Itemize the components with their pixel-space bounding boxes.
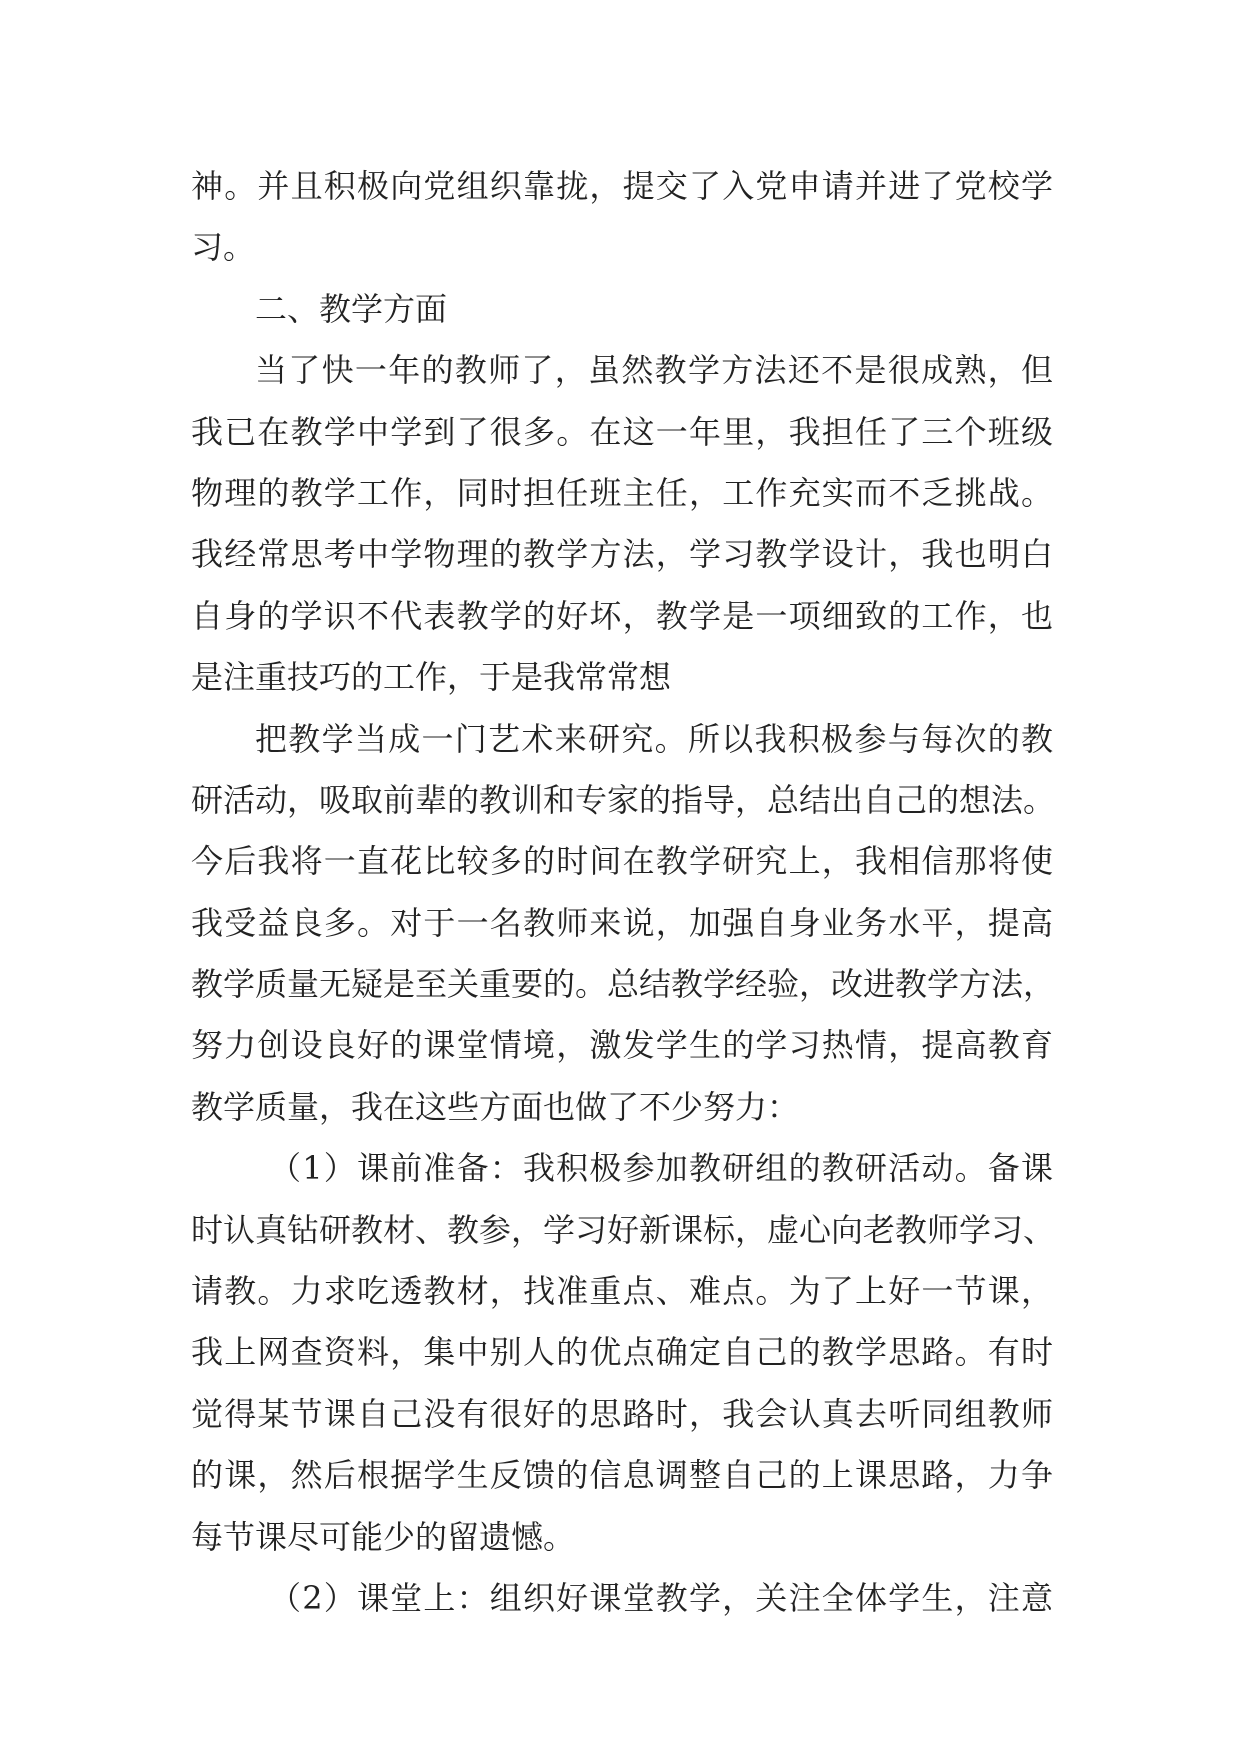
section-heading: 二、教学方面 — [255, 289, 448, 328]
text-line: 觉得某节课自己没有很好的思路时，我会认真去听同组教师 — [191, 1394, 1053, 1433]
text-line: 教学质量，我在这些方面也做了不少努力： — [191, 1087, 800, 1126]
body-text — [191, 156, 1056, 1629]
paragraph-first-line: 把教学当成一门艺术来研究。所以我积极参与每次的教 — [255, 719, 1053, 758]
text-line: 神。并且积极向党组织靠拢，提交了入党申请并进了党校学 — [191, 167, 1053, 205]
text-line: 是注重技巧的工作，于是我常常想 — [191, 658, 672, 697]
text-line: 的课，然后根据学生反馈的信息调整自己的上课思路，力争 — [191, 1456, 1053, 1495]
text-line: 我经常思考中学物理的教学方法，学习教学设计，我也明白 — [191, 535, 1053, 574]
text-line: 自身的学识不代表教学的好坏，教学是一项细致的工作，也 — [191, 596, 1053, 635]
text-line: 每节课尽可能少的留遗憾。 — [191, 1517, 576, 1556]
text-line: 今后我将一直花比较多的时间在教学研究上，我相信那将使 — [191, 842, 1053, 881]
text-line: 教学质量无疑是至关重要的。总结教学经验，改进教学方法， — [191, 965, 1056, 1004]
text-line: 习。 — [191, 228, 256, 267]
text-line: 我已在教学中学到了很多。在这一年里，我担任了三个班级 — [191, 412, 1053, 451]
text-line: 努力创设良好的课堂情境，激发学生的学习热情，提高教育 — [191, 1026, 1053, 1065]
text-line: 我受益良多。对于一名教师来说，加强自身业务水平，提高 — [191, 903, 1053, 942]
text-line: 请教。力求吃透教材，找准重点、难点。为了上好一节课， — [191, 1272, 1053, 1311]
text-line: 研活动，吸取前辈的教训和专家的指导，总结出自己的想法。 — [191, 780, 1056, 819]
list-item-first-line: （1）课前准备：我积极参加教研组的教研活动。备课 — [269, 1149, 1053, 1188]
text-line: 时认真钻研教材、教参，学习好新课标，虚心向老教师学习、 — [191, 1210, 1056, 1249]
text-line: 我上网查资料，集中别人的优点确定自己的教学思路。有时 — [191, 1333, 1053, 1372]
list-item-first-line: （2）课堂上：组织好课堂教学，关注全体学生，注意 — [269, 1578, 1053, 1617]
text-line: 物理的教学工作，同时担任班主任，工作充实而不乏挑战。 — [191, 473, 1053, 512]
paragraph-first-line: 当了快一年的教师了，虽然教学方法还不是很成熟，但 — [255, 351, 1053, 390]
